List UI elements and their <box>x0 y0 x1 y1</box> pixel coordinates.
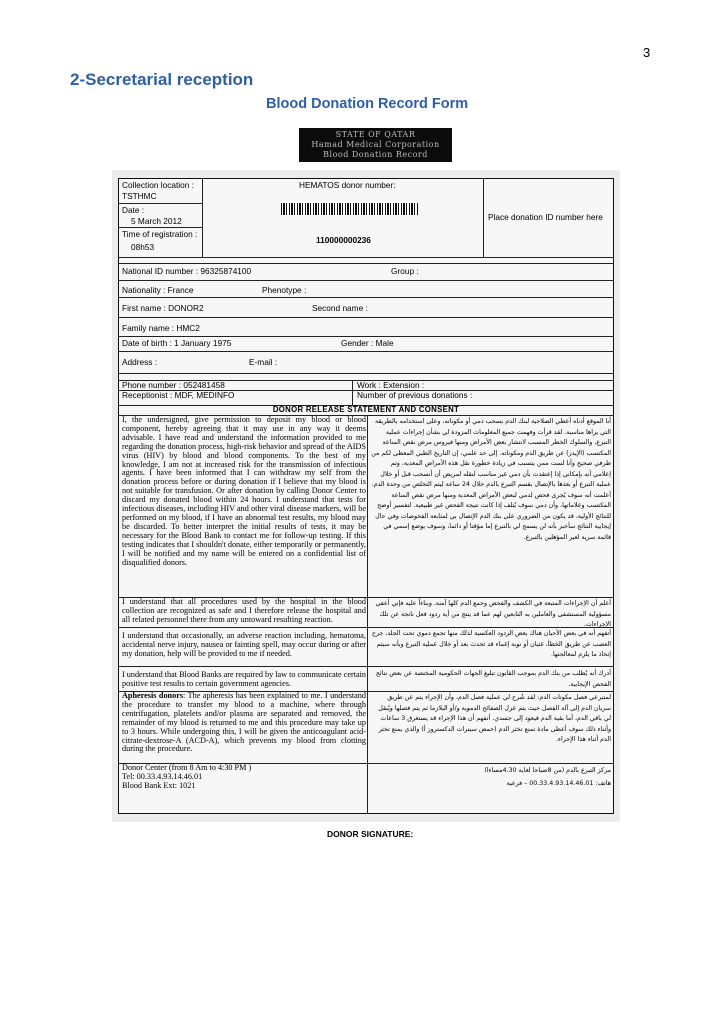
donation-form <box>118 178 614 814</box>
barcode-icon <box>281 203 418 215</box>
nationality-row <box>119 280 613 298</box>
consent-english-apheresis <box>122 692 366 754</box>
consent-english-law: I understand that Blood Banks are required by law to communicate certain positive test results to certain government agencies. <box>122 670 366 688</box>
apheresis-heading: Apheresis donors <box>122 691 184 700</box>
donor-center-hours: Donor Center (from 8 Am to 4:30 PM ) <box>122 763 252 772</box>
page-number: 3 <box>643 45 651 60</box>
donor-center-hours-arabic: مركز التبرع بالدم (من 8صباحا لغاية 4.30مساءا) <box>484 767 611 774</box>
time-value: 08h53 <box>131 242 155 252</box>
donor-number: 110000000236 <box>316 235 371 245</box>
hematos-label: HEMATOS donor number: <box>299 180 396 190</box>
consent-arabic-main: أنا الموقع أدناه أعطي الصلاحية لبنك الدم بسحب دمي أو مكوناته، وعلى استخدامه بالطريقة التي يراها مناسبة. لقد قرأت وفهمت جميع المعلومات المزودة لي بشأن إجراءات عملية التبرع، والسلوك الخطر المسبب لانتشار بعض الأمراض ومنها فيروس مرض نقص المناعة المكتسب (الإيدز) عن طريق الدم ومكوناته. إلى حد علمي، إن التاريخ الطبي المعطى لكم من طرفي صحيح وأنا لست ممن يتسبب في زيادة خطورة نقل هذه الأمراض المعدية، وتم إعلامي أنه بإمكاني إذا إعتقدت بأن دمي غير مناسب لنقله لمريض أن أنسحب قبل أو خلال عملية التبرع أو بعدها بالإتصال بقسم التبرع بالدم خلال 24 ساعة ليتم التخلص من وحدة الدم. أعلمت أنه سوف يُجرى فحص لدمي لبعض الأمراض المعدية ومنها مرض نقص المناعة المكتسب وعلاماتها، وأن دمي سوف يُتلف إذا كانت نتيجة الفحص غير طبيعية. لتفسير أوضح للنتائج الأولية، قد يكون من الضروري على بنك الدم الإتصال بي لمتابعة الفحوصات وفي حال إيجابية النتائج سأخبر بأنه لن يسمح لي بالتبرع إما مؤقتا أو دائما، وسوف يوضع إسمي في قائمة سرية لغير المؤهلين بالتبرع. <box>371 418 611 541</box>
blood-bank-ext: Blood Bank Ext: 1021 <box>122 781 196 790</box>
nationality-field: Nationality : France <box>122 285 194 295</box>
logo-line-2: Hamad Medical Corporation <box>311 140 440 149</box>
consent-arabic-reactions: أتفهم أنه في بعض الأحيان هناك بعض الردود العكسية لذلك منها تجمع دموي تحت الجلد، جرح العصب عن طريق الخطأ، غثيان أو نوبة إغماء قد تحدث بعد أو خلال عملية التبرع وبأنه سيتم إتخاذ ما يلزم لمعالجتها. <box>371 630 611 658</box>
logo-line-3: Blood Donation Record <box>323 150 428 159</box>
consent-heading: DONOR RELEASE STATEMENT AND CONSENT <box>119 405 613 416</box>
consent-english-reactions: I understand that occasionally, an adverse reaction including, hematoma, accidental nerve injury, nausea or fainting spell, may occur during or after my donation, help will be provided to me if needed. <box>122 631 366 658</box>
address-field: Address : <box>122 357 158 367</box>
donor-center-tel: Tel: 00.33.4.93.14.46.01 <box>122 772 203 781</box>
section-title: 2-Secretarial reception <box>70 70 254 89</box>
group-field: Group : <box>391 266 419 276</box>
consent-arabic-procedures: أعلم أن الإجراءات المتبعة في الكشف والفحص وجمع الدم كلها آمنة، وبناءاً عليه فإني أعفي مسؤولية المستشفى والعاملين به التابعين لهم عما قد ينتج من أية ردود فعل ناتجة عن تلك الإجراءات. <box>375 600 611 628</box>
phone-field: Phone number : 052481458 <box>122 380 225 390</box>
first-name-field: First name : DONOR2 <box>122 303 204 313</box>
consent-english-main: I, the undersigned, give permission to deposit my blood or blood component, hereby agreeing that it may use in any way it deems advisable. I have read and understand the information provided to me regarding the donation process, high-risk behavior and spread of the AIDS virus (HIV) by blood and blood components. To the best of my knowledge, I am not at increased risk for the transmission of infectious agents. I have been informed that I can withdraw my self from the donation process before or during donation if I believe that my blood is not suitable for transfusion. Or after donation by calling Donor Center to discard my donated blood within 24 hours. I understand that tests for infectious diseases, including HIV and other viral disease markers, will be performed on my blood, if I have an abnormal test results, my blood may be discarded. To better interpret the initial results of tests, it may be necessary for the Blood Bank to contact me for follow-up testing. If this testing indicates that I shouldn't donate, either temporarily or permanently, I will be notified and my name will be entered on a confidential list of disqualified donors. <box>122 415 366 567</box>
apheresis-text: : The apheresis has been explained to me. I understand the procedure to transfer my blood to a machine, where through centrifugation, platelets and/or plasma are separated and removed, the remainder of my blood is returned to me and this procedure may take up to 3 hours. While undergoing this, I will be given the anticoagulant acid-citrate-dextrose-A (ACD-A), which prevents my blood from clotting during the procedure. <box>122 691 366 754</box>
consent-english-procedures: I understand that all procedures used by the hospital in the blood collection are recognized as safe and I therefore release the hospital and all related personnel there from any untoward resulting reaction. <box>122 597 366 624</box>
collection-location-label: Collection location : <box>122 180 194 190</box>
consent-arabic-law: أدرك أنه يُطلب من بنك الدم بموجب القانون تبليغ الجهات الحكومية المختصة عن بعض نتائج الفحص الإيجابية. <box>375 670 611 688</box>
form-header-block <box>119 179 613 258</box>
national-id-row <box>119 263 613 281</box>
hmc-logo <box>299 128 452 162</box>
second-name-field: Second name : <box>312 303 368 313</box>
date-label: Date : <box>122 205 145 215</box>
first-name-row <box>119 297 613 318</box>
phenotype-field: Phenotype : <box>262 285 307 295</box>
logo-line-1: STATE OF QATAR <box>335 130 416 139</box>
work-field: Work : Extension : <box>357 380 425 390</box>
dob-field: Date of birth : 1 January 1975 <box>122 338 232 348</box>
donation-id-label: Place donation ID number here <box>488 212 603 222</box>
previous-donations-field: Number of previous donations : <box>357 390 473 400</box>
time-label: Time of registration : <box>122 229 198 239</box>
donor-center-tel-arabic: هاتف: 00.33.4.93.14.46.01 – فرعية <box>506 780 611 787</box>
family-name-row <box>119 317 613 337</box>
gender-field: Gender : Male <box>341 338 394 348</box>
date-value: 5 March 2012 <box>131 216 182 226</box>
contact-row <box>119 380 613 406</box>
national-id-field: National ID number : 96325874100 <box>122 266 252 276</box>
consent-arabic-apheresis: لمتبرعي فصل مكونات الدم: لقد شُرح لي عملية فصل الدم، وأن الإجراء يتم عن طريق سريان الدم إلى آلة الفصل حيث يتم عزل الصفائح الدموية و/أو البلازما ثم يتم فصلها ويُنقل لي باقي الدم، أما بقية الدم فيعود إلى جسدي. أتفهم أن هذا الإجراء قد يستغرق 3 ساعات وأثناء ذلك سوف أعطى مادة تمنع تخثر الدم (حمض سيترات الدكستروز أ) والذي يمنع تخثر الدم أثناء هذا الإجراء. <box>378 694 611 743</box>
collection-location-value: TSTHMC <box>122 191 157 201</box>
receptionist-field: Receptionist : MDF, MEDINFO <box>122 390 235 400</box>
address-row <box>119 351 613 374</box>
form-title: Blood Donation Record Form <box>266 96 469 112</box>
donor-signature-label: DONOR SIGNATURE: <box>327 829 414 839</box>
email-field: E-mail : <box>249 357 278 367</box>
family-name-field: Family name : HMC2 <box>122 323 200 333</box>
dob-row <box>119 336 613 352</box>
